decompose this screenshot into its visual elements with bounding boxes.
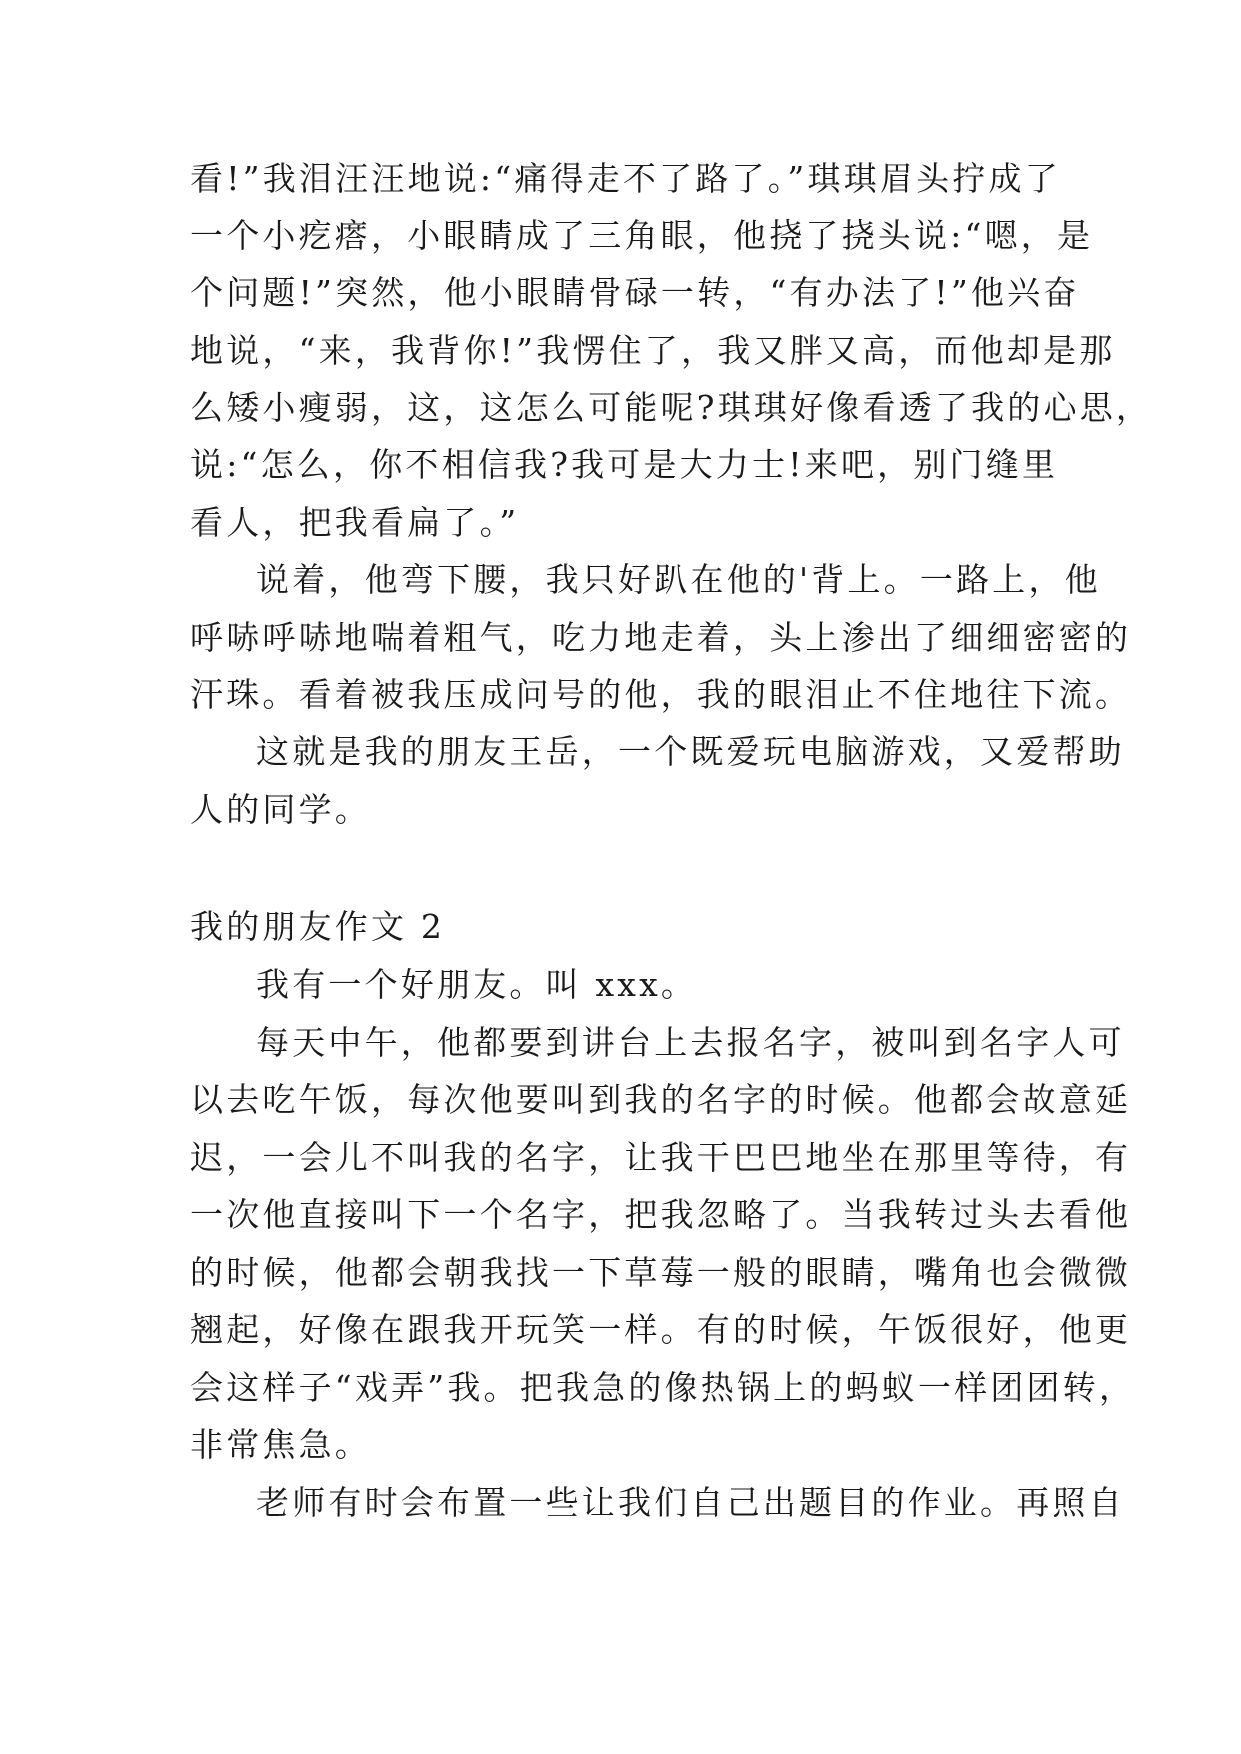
- text-line: 呼哧呼哧地喘着粗气，吃力地走着，头上渗出了细细密密的: [190, 618, 1132, 657]
- section-title: 我的朋友作文 2: [190, 907, 446, 946]
- text-line: 个问题!”突然，他小眼睛骨碌一转，“有办法了!”他兴奋: [190, 273, 1080, 312]
- paragraph-start-line: 每天中午，他都要到讲台上去报名字，被叫到名字人可: [256, 1023, 1125, 1062]
- text-line: 说:“怎么，你不相信我?我可是大力士!来吧，别门缝里: [190, 445, 1059, 484]
- text-line: 一次他直接叫下一个名字，把我忽略了。当我转过头去看他: [190, 1195, 1132, 1234]
- paragraph-start-line: 这就是我的朋友王岳，一个既爱玩电脑游戏，又爱帮助: [256, 732, 1125, 771]
- text-line: 会这样子“戏弄”我。把我急的像热锅上的蚂蚁一样团团转，: [190, 1368, 1136, 1407]
- text-line: 迟，一会儿不叫我的名字，让我干巴巴地坐在那里等待，有: [190, 1138, 1132, 1177]
- text-line: 汗珠。看着被我压成问号的他，我的眼泪止不住地往下流。: [190, 675, 1132, 714]
- text-line: 非常焦急。: [190, 1425, 371, 1464]
- paragraph-start-line: 我有一个好朋友。叫 xxx。: [256, 965, 698, 1004]
- text-line: 么矮小瘦弱，这，这怎么可能呢?琪琪好像看透了我的心思，: [190, 388, 1153, 427]
- text-line: 翘起，好像在跟我开玩笑一样。有的时候，午饭很好，他更: [190, 1310, 1132, 1349]
- text-line: 人的同学。: [190, 790, 371, 829]
- text-line: 地说，“来，我背你!”我愣住了，我又胖又高，而他却是那: [190, 331, 1116, 370]
- text-line: 的时候，他都会朝我找一下草莓一般的眼睛，嘴角也会微微: [190, 1253, 1132, 1292]
- paragraph-start-line: 老师有时会布置一些让我们自己出题目的作业。再照自: [256, 1483, 1125, 1522]
- text-line: 以去吃午饭，每次他要叫到我的名字的时候。他都会故意延: [190, 1080, 1132, 1119]
- text-line: 看人，把我看扁了。”: [190, 503, 520, 542]
- text-line: 一个小疙瘩，小眼睛成了三角眼，他挠了挠头说:“嗯，是: [190, 216, 1094, 255]
- paragraph-start-line: 说着，他弯下腰，我只好趴在他的'背上。一路上，他: [256, 560, 1101, 599]
- text-line: 看!”我泪汪汪地说:“痛得走不了路了。”琪琪眉头拧成了: [190, 159, 1061, 198]
